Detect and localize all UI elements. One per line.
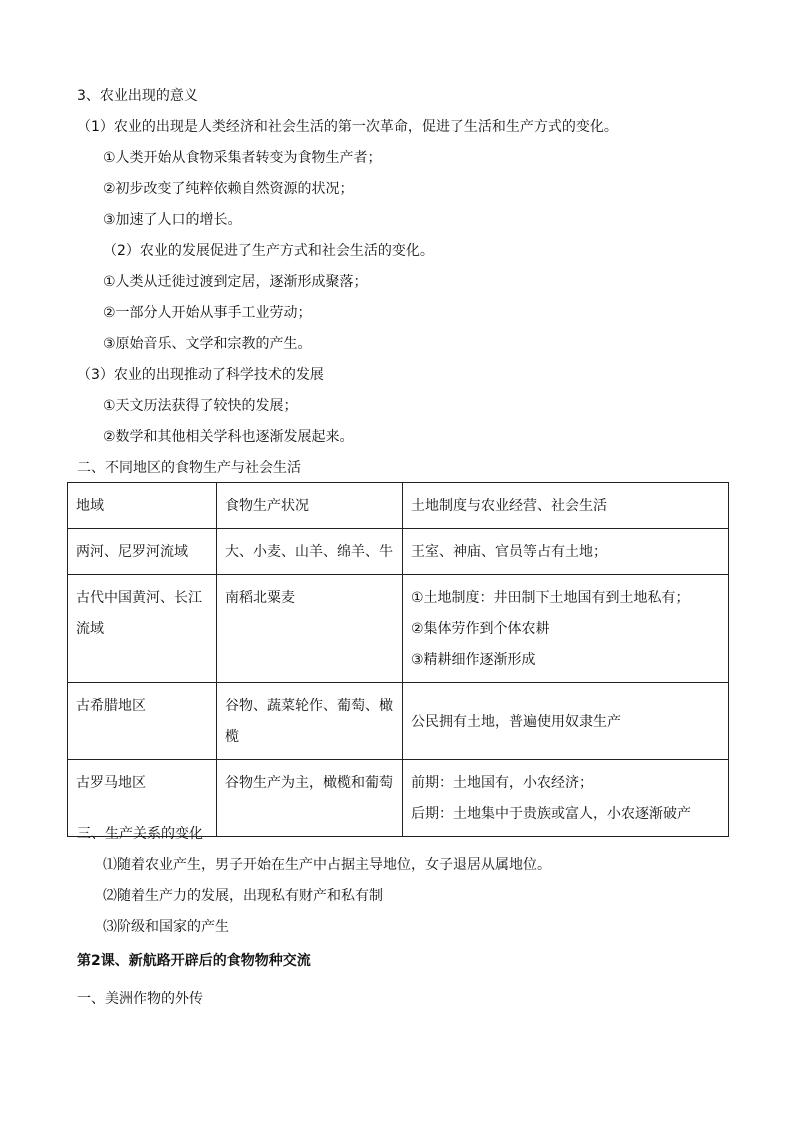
table-header-cell: 地域 [68,483,217,529]
point-1-item-1: ①人类开始从食物采集者转变为食物生产者； [103,150,382,166]
table-header-row [68,483,729,529]
point-2-item-1: ①人类从迁徙过渡到定居，逐渐形成聚落； [103,274,368,290]
lesson-2-title: 第2课、新航路开辟后的食物物种交流 [77,953,311,969]
table-cell-region: 古罗马地区 [68,760,217,837]
part-3-item-2: ⑵随着生产力的发展，出现私有财产和私有制 [103,888,383,904]
table-header-cell: 土地制度与农业经营、社会生活 [403,483,729,529]
table-cell-society [403,529,729,575]
point-3-item-1: ①天文历法获得了较快的发展； [103,398,298,414]
table-cell-food: 谷物、蔬菜轮作、葡萄、橄榄 [217,683,403,760]
table-cell-society [403,760,729,837]
table-cell-food: 南稻北粟麦 [217,575,403,683]
point-3: （3）农业的出现推动了科学技术的发展 [77,367,324,383]
point-1-item-3: ③加速了人口的增长。 [103,212,242,228]
society-line: ②集体劳作到个体农耕 [411,621,550,637]
part-3-item-3: ⑶阶级和国家的产生 [103,919,229,935]
part-2-title: 二、不同地区的食物生产与社会生活 [77,460,301,476]
table-cell-region: 两河、尼罗河流域 [68,529,217,575]
society-line: 王室、神庙、官员等占有土地； [411,544,607,560]
lesson-2-subtitle: 一、美洲作物的外传 [77,991,203,1007]
society-line: 前期：土地国有，小农经济； [411,775,593,791]
section-3-title: 3、农业出现的意义 [77,88,198,104]
point-2: （2）农业的发展促进了生产方式和社会生活的变化。 [103,243,434,259]
point-1-item-2: ②初步改变了纯粹依赖自然资源的状况； [103,181,354,197]
table-cell-food: 谷物生产为主，橄榄和葡萄 [217,760,403,837]
point-1: （1）农业的出现是人类经济和社会生活的第一次革命，促进了生活和生产方式的变化。 [77,119,618,135]
table-row [68,575,729,683]
table-row [68,683,729,760]
society-line: 后期：土地集中于贵族或富人，小农逐渐破产 [411,806,691,822]
society-line: ①土地制度：井田制下土地国有到土地私有； [411,590,690,606]
part-3-item-1: ⑴随着农业产生，男子开始在生产中占据主导地位，女子退居从属地位。 [103,857,551,873]
food-production-table [67,482,729,837]
point-3-item-2: ②数学和其他相关学科也逐渐发展起来。 [103,429,354,445]
table-cell-region: 古希腊地区 [68,683,217,760]
point-2-item-2: ②一部分人开始从事手工业劳动； [103,305,312,321]
table-cell-society [403,683,729,760]
table-header-cell: 食物生产状况 [217,483,403,529]
table-cell-region: 古代中国黄河、长江流域 [68,575,217,683]
point-2-item-3: ③原始音乐、文学和宗教的产生。 [103,336,312,352]
society-line: ③精耕细作逐渐形成 [411,652,536,668]
table-cell-society [403,575,729,683]
table-row [68,529,729,575]
society-line: 公民拥有土地，普遍使用奴隶生产 [411,713,621,730]
table-cell-food: 大、小麦、山羊、绵羊、牛 [217,529,403,575]
part-3-title: 三、生产关系的变化 [77,826,203,842]
